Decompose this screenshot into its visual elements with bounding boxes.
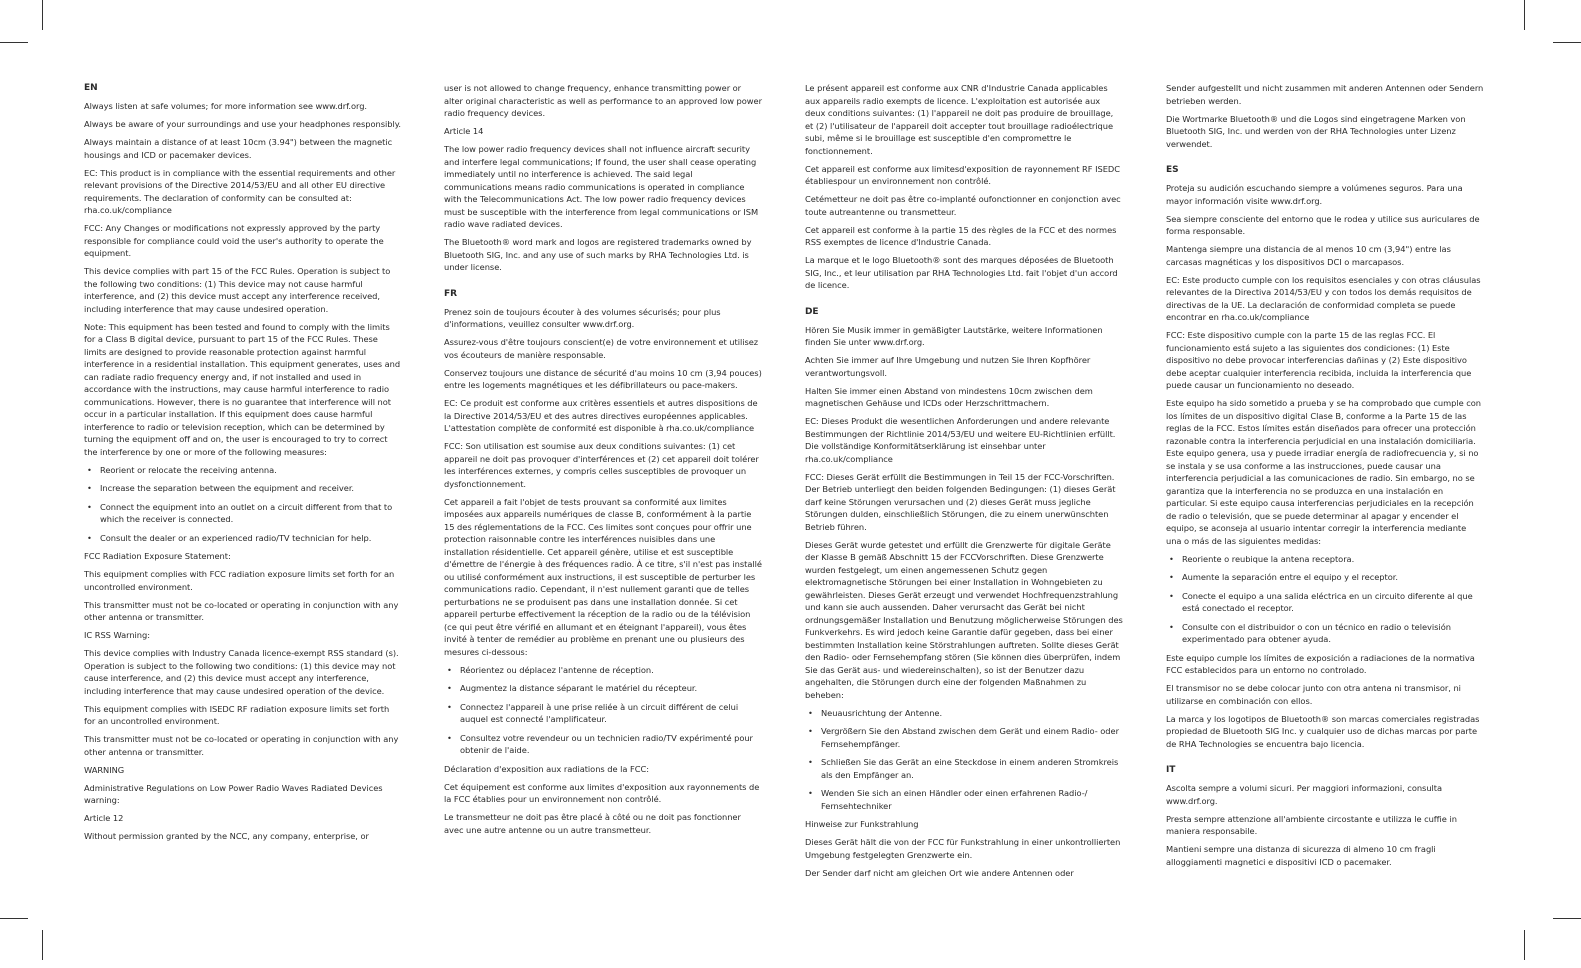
paragraph: Dieses Gerät hält die von der FCC für Funkstrahlung in einer unkontrollierten Umgebung festgelegten Grenzwerte ein. — [805, 837, 1121, 860]
paragraph: This equipment complies with FCC radiation exposure limits set forth for an uncontrolled environment. — [84, 569, 395, 592]
paragraph: Le présent appareil est conforme aux CNR d'Industrie Canada applicables aux appareils radio exempts de licence. L'exploitation est autorisée aux deux conditions suivantes: (1) l'appareil ne doit pas produire de brouillage, et (2) l'utilisateur de l'appareil doit accepter tout brouillage radioélectrique subi, même si le brouillage est susceptible d'en compromettre le fonctionnement. — [805, 83, 1114, 156]
paragraph: Article 12 — [84, 813, 124, 823]
paragraph: This equipment complies with ISEDC RF radiation exposure limits set forth for an uncontrolled environment. — [84, 703, 390, 726]
paragraph: Mantieni sempre una distanza di sicurezza di almeno 10 cm fragli alloggiamenti magnetici e dispositivi ICD o pacemaker. — [1166, 844, 1436, 867]
column-3 — [805, 82, 1123, 885]
list-item: • Conecte el equipo a una salida eléctrica en un circuito diferente al que está conectado el receptor. — [1166, 590, 1484, 615]
paragraph: Mantenga siempre una distancia de al menos 10 cm (3,94") entre las carcasas magnéticas y los dispositivos DCI o marcapasos. — [1166, 244, 1451, 267]
paragraph: Cet équipement est conforme aux limites d'exposition aux rayonnements de la FCC établies pour un environnement non contrôlé. — [444, 781, 760, 804]
paragraph: Este equipo ha sido sometido a prueba y se ha comprobado que cumple con los límites de un dispositivo digital Clase B, conforme a la Parte 15 de las reglas de la FCC. Estos límites están diseñados para ofrecer una protección razonable contra la interferencia perjudicial en una instalación domiciliaria. Este equipo genera, usa y puede irradiar energía de radiofrecuencia y, si no se instala y se usa conforme a las instrucciones, puede causar una interferencia perjudicial a las comunicaciones de radio. Sin embargo, no se garantiza que la interferencia no se produzca en una instalación en particular. Si este equipo causa interferencias perjudiciales en la recepción de radio o televisión, que se puede determinar al apagar y encender el equipo, se aconseja al usuario intentar corregir la interferencia mediante una o más de las siguientes medidas: — [1166, 398, 1481, 546]
paragraph: IC RSS Warning: — [84, 630, 150, 640]
paragraph: Déclaration d'exposition aux radiations de la FCC: — [444, 763, 649, 774]
list-item: • Connectez l'appareil à une prise reliée à un circuit différent de celui auquel est connecté l'amplificateur. — [444, 701, 762, 726]
list-item: • Connect the equipment into an outlet on a circuit different from that to which the receiver is connected. — [84, 501, 402, 526]
crop-mark — [42, 0, 43, 30]
column-1 — [84, 82, 402, 848]
paragraph: FCC Radiation Exposure Statement: — [84, 551, 231, 561]
paragraph: Hinweise zur Funkstrahlung — [805, 819, 919, 829]
paragraph: EC: Este producto cumple con los requisitos esenciales y con otras cláusulas relevantes de la Directiva 2014/53/EU y con todos los demás requisitos de directivas de la UE. La declaración de conformidad completa se puede encontrar en rha.co.uk/compliance — [1166, 274, 1481, 322]
list-item: • Increase the separation between the equipment and receiver. — [84, 482, 402, 495]
paragraph: Este equipo cumple los límites de exposición a radiaciones de la normativa FCC establecidos para un entorno no controlado. — [1166, 652, 1475, 675]
paragraph: Always listen at safe volumes; for more information see www.drf.org. — [84, 101, 368, 111]
list-item: • Schließen Sie das Gerät an eine Steckdose in einem anderen Stromkreis als den Empfänger an. — [805, 756, 1123, 781]
section-heading-es: ES — [1166, 165, 1179, 175]
column-2 — [444, 82, 762, 842]
crop-mark — [1524, 930, 1525, 960]
list-item: • Consultez votre revendeur ou un technicien radio/TV expérimenté pour obtenir de l'aide. — [444, 732, 762, 757]
section-heading-it: IT — [1166, 765, 1176, 775]
paragraph: Dieses Gerät wurde getestet und erfüllt die Grenzwerte für digitale Geräte der Klasse B gemäß Abschnitt 15 der FCCVorschriften. Diese Grenzwerte wurden festgelegt, um einen angemessenen Schutz gegen elektromagnetische Störungen bei einer Installation in Wohngebieten zu gewährleisten. Dieses Gerät erzeugt und verwendet Hochfrequenzstrahlung und kann sie auch aussenden. Daher verursacht das Gerät bei nicht ordnungsgemäßer Installation und Benutzung möglicherweise Störungen des Funkverkehrs. Es wird jedoch keine Garantie dafür gegeben, dass bei einer bestimmten Installation keine Störstrahlungen auftreten. Sollte dieses Gerät den Radio- oder Fernsehempfang stören (Sie können dies überprüfen, indem Sie das Gerät aus- und wiedereinschalten), so ist der Benutzer dazu angehalten, die Störungen durch eine der folgenden Maßnahmen zu beheben: — [805, 539, 1123, 700]
paragraph: Ascolta sempre a volumi sicuri. Per maggiori informazioni, consulta www.drf.org. — [1166, 783, 1443, 806]
paragraph: The Bluetooth® word mark and logos are registered trademarks owned by Bluetooth SIG, Inc. and any use of such marks by RHA Technologies Ltd. is under license. — [444, 237, 752, 272]
list-item: • Réorientez ou déplacez l'antenne de réception. — [444, 664, 762, 677]
paragraph: Cet appareil est conforme à la partie 15 des règles de la FCC et des normes RSS exemptes de licence d'Industrie Canada. — [805, 224, 1117, 247]
paragraph: La marque et le logo Bluetooth® sont des marques déposées de Bluetooth SIG, Inc., et leur utilisation par RHA Technologies Ltd. fait l'objet d'un accord de licence. — [805, 255, 1118, 290]
paragraph: Administrative Regulations on Low Power Radio Waves Radiated Devices warning: — [84, 782, 383, 805]
list-item: • Consult the dealer or an experienced radio/TV technician for help. — [84, 532, 402, 545]
paragraph: Assurez-vous d'être toujours conscient(e) de votre environnement et utilisez vos écouteurs de manière responsable. — [444, 337, 759, 360]
paragraph: Achten Sie immer auf Ihre Umgebung und nutzen Sie Ihren Kopfhörer verantwortungsvoll. — [805, 355, 1091, 378]
paragraph: The low power radio frequency devices shall not influence aircraft security and interfere legal communications; If found, the user shall cease operating immediately until no interference is achieved. The said legal communications means radio communications is operated in compliance with the Telecommunications Act. The low power radio frequency devices must be susceptible with the interference from legal communications or ISM radio wave radiated devices. — [444, 144, 759, 229]
paragraph: This device complies with part 15 of the FCC Rules. Operation is subject to the following two conditions: (1) This device may not cause harmful interference, and (2) this device must accept any interference received, including interference that may cause undesired operation. — [84, 266, 391, 314]
list-item: • Neuausrichtung der Antenne. — [805, 707, 1123, 720]
list-item: • Vergrößern Sie den Abstand zwischen dem Gerät und einem Radio- oder Fernsehempfänger. — [805, 725, 1123, 750]
section-heading-en: EN — [84, 83, 98, 93]
list-item: • Aumente la separación entre el equipo y el receptor. — [1166, 571, 1484, 584]
paragraph: Proteja su audición escuchando siempre a volúmenes seguros. Para una mayor información visite www.drf.org. — [1166, 183, 1463, 206]
paragraph: EC: This product is in compliance with the essential requirements and other relevant provisions of the Directive 2014/53/EU and all other EU directive requirements. The declaration of conformity can be consulted at: rha.co.uk/compliance — [84, 167, 396, 215]
paragraph: Always be aware of your surroundings and use your headphones responsibly. — [84, 119, 401, 129]
paragraph: La marca y los logotipos de Bluetooth® son marcas comerciales registradas propiedad de Bluetooth SIG Inc. y cualquier uso de dichas marcas por parte de RHA Technologies se encuentra bajo licencia. — [1166, 713, 1480, 749]
paragraph: Der Sender darf nicht am gleichen Ort wie andere Antennen oder — [805, 867, 1074, 878]
paragraph: This transmitter must not be co-located or operating in conjunction with any other antenna or transmitter. — [84, 734, 399, 757]
paragraph: FCC: Este dispositivo cumple con la parte 15 de las reglas FCC. El funcionamiento está sujeto a las siguientes dos condiciones: (1) Este dispositivo no debe provocar interferencias dañinas y (2) Este dispositivo debe aceptar cualquier interferencia recibida, incluida la interferencia que puede causar un funcionamiento no deseado. — [1166, 330, 1472, 390]
paragraph: Cet appareil est conforme aux limitesd'exposition de rayonnement RF ISEDC établiespour un environnement non contrôlé. — [805, 163, 1120, 186]
column-4 — [1166, 82, 1484, 874]
paragraph: Without permission granted by the NCC, any company, enterprise, or — [84, 831, 369, 841]
paragraph: Conservez toujours une distance de sécurité d'au moins 10 cm (3,94 pouces) entre les logements magnétiques et les défibrillateurs ou pace-makers. — [444, 367, 762, 390]
paragraph: El transmisor no se debe colocar junto con otra antena ni transmisor, ni utilizarse en combinación con ellos. — [1166, 683, 1461, 706]
crop-mark — [42, 930, 43, 960]
bullet-list — [1166, 553, 1484, 646]
bullet-list — [805, 707, 1123, 813]
section-heading-de: DE — [805, 306, 819, 317]
crop-mark — [1553, 42, 1581, 43]
paragraph: Sea siempre consciente del entorno que le rodea y utilice sus auriculares de forma responsable. — [1166, 213, 1480, 236]
paragraph: user is not allowed to change frequency, enhance transmitting power or alter original characteristic as well as performance to an approved low power radio frequency devices. — [444, 83, 762, 118]
list-item: • Augmentez la distance séparant le matériel du récepteur. — [444, 682, 762, 695]
paragraph: Cet appareil a fait l'objet de tests prouvant sa conformité aux limites imposées aux appareils numériques de classe B, conformément à la partie 15 des réglementations de la FCC. Ces limites sont conçues pour offrir une protection raisonnable contre les interférences nuisibles dans une installation résidentielle. Cet appareil génère, utilise et est susceptible d'émettre de l'énergie à des fréquences radio. À ce titre, s'il n'est pas installé ou utilisé conformément aux instructions, il est susceptible de perturber les communications radio. Cependant, il n'est nullement garanti que de telles perturbations ne se produisent pas dans une installation donnée. Si cet appareil perturbe effectivement la réception de la radio ou de la télévision (ce qui peut être vérifié en allumant et en éteignant l'appareil), vous êtes invité à tenter de remédier au problème en prenant une ou plusieurs des mesures ci-dessous: — [444, 496, 762, 657]
paragraph: Sender aufgestellt und nicht zusammen mit anderen Antennen oder Sendern betrieben werden. — [1166, 83, 1484, 106]
paragraph: Le transmetteur ne doit pas être placé à côté ou ne doit pas fonctionner avec une autre antenne ou un autre transmetteur. — [444, 812, 741, 835]
crop-mark — [1524, 0, 1525, 30]
paragraph: EC: Dieses Produkt die wesentlichen Anforderungen und andere relevante Bestimmungen der Richtlinie 2014/53/EU und weitere EU-Richtlinien erfüllt. Die vollständige Konformitätserklärung ist einsehbar unter rha.co.uk/compliance — [805, 416, 1116, 464]
paragraph: Article 14 — [444, 126, 484, 136]
paragraph: This device complies with Industry Canada licence-exempt RSS standard (s). Operation is subject to the following two conditions: (1) this device may not cause interference, and (2) this device must accept any interference, including interference that may cause undesired operation of the device. — [84, 648, 399, 696]
list-item: • Wenden Sie sich an einen Händler oder einen erfahrenen Radio-/ Fernsehtechniker — [805, 787, 1123, 812]
crop-mark — [1553, 918, 1581, 919]
paragraph: Prenez soin de toujours écouter à des volumes sécurisés; pour plus d'informations, veuillez consulter www.drf.org. — [444, 306, 721, 329]
paragraph: EC: Ce produit est conforme aux critères essentiels et autres dispositions de la Directive 2014/53/EU et des autres directives européennes applicables. L'attestation complète de conformité est disponible à rha.co.uk/compliance — [444, 398, 758, 433]
bullet-list — [84, 464, 402, 545]
list-item: • Consulte con el distribuidor o con un técnico en radio o televisión experimentado para obtener ayuda. — [1166, 621, 1484, 646]
paragraph: FCC: Dieses Gerät erfüllt die Bestimmungen in Teil 15 der FCC-Vorschriften. Der Betrieb unterliegt den beiden folgenden Bedingungen: (1) dieses Gerät darf keine Störungen verursachen und (2) dieses Gerät muss jegliche Störungen dulden, einschließlich Störungen, die zu einem unerwünschten Betrieb führen. — [805, 471, 1116, 532]
paragraph: Presta sempre attenzione all'ambiente circostante e utilizza le cuffie in maniera responsabile. — [1166, 813, 1457, 836]
paragraph: Halten Sie immer einen Abstand von mindestens 10cm zwischen dem magnetischen Gehäuse und ICDs oder Herzschrittmachern. — [805, 385, 1093, 408]
list-item: • Reorient or relocate the receiving antenna. — [84, 464, 402, 477]
paragraph: Hören Sie Musik immer in gemäßigter Lautstärke, weitere Informationen finden Sie unter www.drf.org. — [805, 324, 1103, 347]
list-item: • Reoriente o reubique la antena receptora. — [1166, 553, 1484, 566]
paragraph: WARNING — [84, 764, 125, 775]
bullet-list — [444, 664, 762, 757]
paragraph: This transmitter must not be co-located or operating in conjunction with any other antenna or transmitter. — [84, 599, 399, 622]
paragraph: Note: This equipment has been tested and found to comply with the limits for a Class B digital device, pursuant to part 15 of the FCC Rules. These limits are designed to provide reasonable protection against harmful interference in a residential installation. This equipment generates, uses and can radiate radio frequency energy and, if not installed and used in accordance with the instructions, may cause harmful interference to radio communications. However, there is no guarantee that interference will not occur in a particular installation. If this equipment does cause harmful interference to radio or television reception, which can be determined by turning the equipment off and on, the user is encouraged to try to correct the interference by one or more of the following measures: — [84, 321, 401, 457]
crop-mark — [0, 918, 28, 919]
paragraph: FCC: Any Changes or modifications not expressly approved by the party responsible for compliance could void the user's authority to operate the equipment. — [84, 223, 384, 258]
paragraph: FCC: Son utilisation est soumise aux deux conditions suivantes: (1) cet appareil ne doit pas provoquer d'interférences et (2) cet appareil doit tolérer les interférences externes, y compris celles susceptibles de provoquer un dysfonctionnement. — [444, 441, 759, 489]
section-heading-fr: FR — [444, 288, 457, 299]
paragraph: Cetémetteur ne doit pas être co-implanté oufonctionner en conjonction avec toute autreantenne ou transmetteur. — [805, 194, 1121, 217]
paragraph: Die Wortmarke Bluetooth® und die Logos sind eingetragene Marken von Bluetooth SIG, Inc. und werden von der RHA Technologies unter Lizenz verwendet. — [1166, 113, 1466, 149]
paragraph: Always maintain a distance of at least 10cm (3.94") between the magnetic housings and ICD or pacemaker devices. — [84, 137, 393, 160]
crop-mark — [0, 42, 28, 43]
